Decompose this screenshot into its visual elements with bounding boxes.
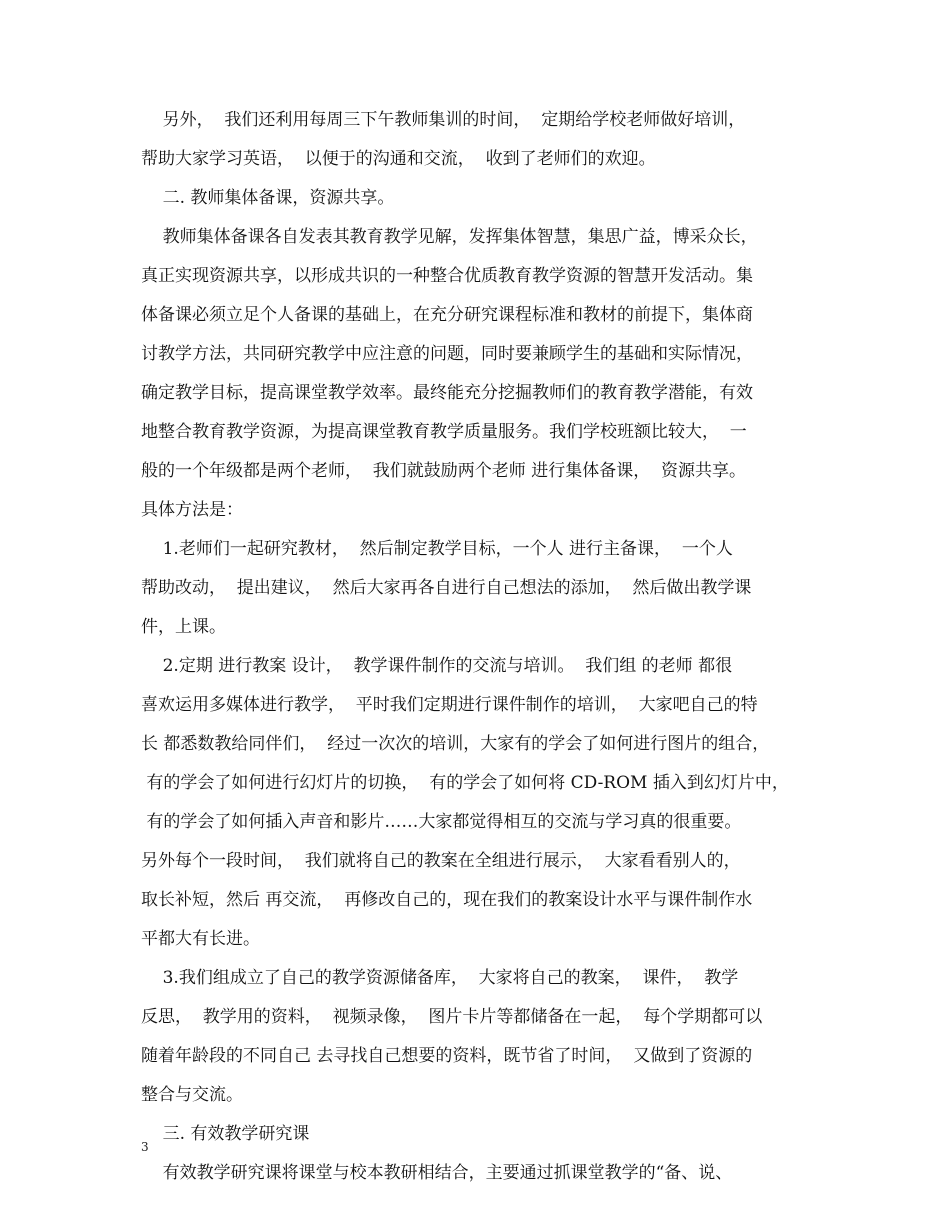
text-line-26: 整合与交流。 xyxy=(141,1085,243,1105)
text-line-10: 般的一个年级都是两个老师， 我们就鼓励两个老师 进行集体备课， 资源共享。 xyxy=(141,461,747,481)
text-line-9: 地整合教育教学资源，为提高课堂教育教学质量服务。我们学校班额比较大， 一 xyxy=(141,422,747,442)
page-number: 3 xyxy=(141,1140,149,1154)
text-line-16: 喜欢运用多媒体进行教学， 平时我们定期进行课件制作的培训， 大家吧自己的特 xyxy=(141,695,758,715)
text-line-28: 有效教学研究课将课堂与校本教研相结合，主要通过抓课堂教学的“备、说、 xyxy=(141,1163,733,1183)
text-line-21: 取长补短，然后 再交流， 再修改自己的，现在我们的教案设计水平与课件制作水 xyxy=(141,890,753,910)
text-line-6: 体备课必须立足个人备课的基础上，在充分研究课程标准和教材的前提下，集体商 xyxy=(141,305,753,325)
text-line-24: 反思， 教学用的资料， 视频录像， 图片卡片等都储备在一起， 每个学期都可以 xyxy=(141,1007,763,1027)
text-line-14: 件，上课。 xyxy=(141,617,226,637)
text-line-19: 有的学会了如何插入声音和影片……大家都觉得相互的交流与学习真的很重要。 xyxy=(141,812,742,832)
text-line-22: 平都大有长进。 xyxy=(141,929,260,949)
text-line-4: 教师集体备课各自发表其教育教学见解，发挥集体智慧，集思广益，博采众长， xyxy=(141,227,758,247)
text-line-13: 帮助改动， 提出建议， 然后大家再各自进行自己想法的添加， 然后做出教学课 xyxy=(141,578,752,598)
text-line-11: 具体方法是： xyxy=(141,500,243,520)
text-line-25: 随着年龄段的不同自己 去寻找自己想要的资料，既节省了时间， 又做到了资源的 xyxy=(141,1046,753,1066)
text-line-5: 真正实现资源共享，以形成共识的一种整合优质教育教学资源的智慧开发活动。集 xyxy=(141,266,753,286)
text-line-15: 2.定期 进行教案 设计， 教学课件制作的交流与培训。 我们组 的老师 都很 xyxy=(141,656,733,676)
text-line-23: 3.我们组成立了自己的教学资源储备库， 大家将自己的教案， 课件， 教学 xyxy=(141,968,739,988)
text-line-3: 二. 教师集体备课，资源共享。 xyxy=(141,188,395,208)
text-line-2: 帮助大家学习英语， 以便于的沟通和交流， 收到了老师们的欢迎。 xyxy=(141,149,656,169)
text-line-27: 三. 有效教学研究课 xyxy=(141,1124,310,1144)
text-line-18: 有的学会了如何进行幻灯片的切换， 有的学会了如何将 CD-ROM 插入到幻灯片中， xyxy=(141,773,789,793)
text-line-17: 长 都悉数教给同伴们， 经过一次次的培训，大家有的学会了如何进行图片的组合， xyxy=(141,734,770,754)
text-line-7: 讨教学方法，共同研究教学中应注意的问题，同时要兼顾学生的基础和实际情况， xyxy=(141,344,753,364)
text-line-20: 另外每个一段时间， 我们就将自己的教案在全组进行展示， 大家看看别人的， xyxy=(141,851,741,871)
text-line-8: 确定教学目标，提高课堂教学效率。最终能充分挖掘教师们的教育教学潜能，有效 xyxy=(141,383,753,403)
text-line-12: 1.老师们一起研究教材， 然后制定教学目标，一个人 进行主备课， 一个人 xyxy=(141,539,733,559)
text-line-1: 另外， 我们还利用每周三下午教师集训的时间， 定期给学校老师做好培训， xyxy=(141,110,746,130)
